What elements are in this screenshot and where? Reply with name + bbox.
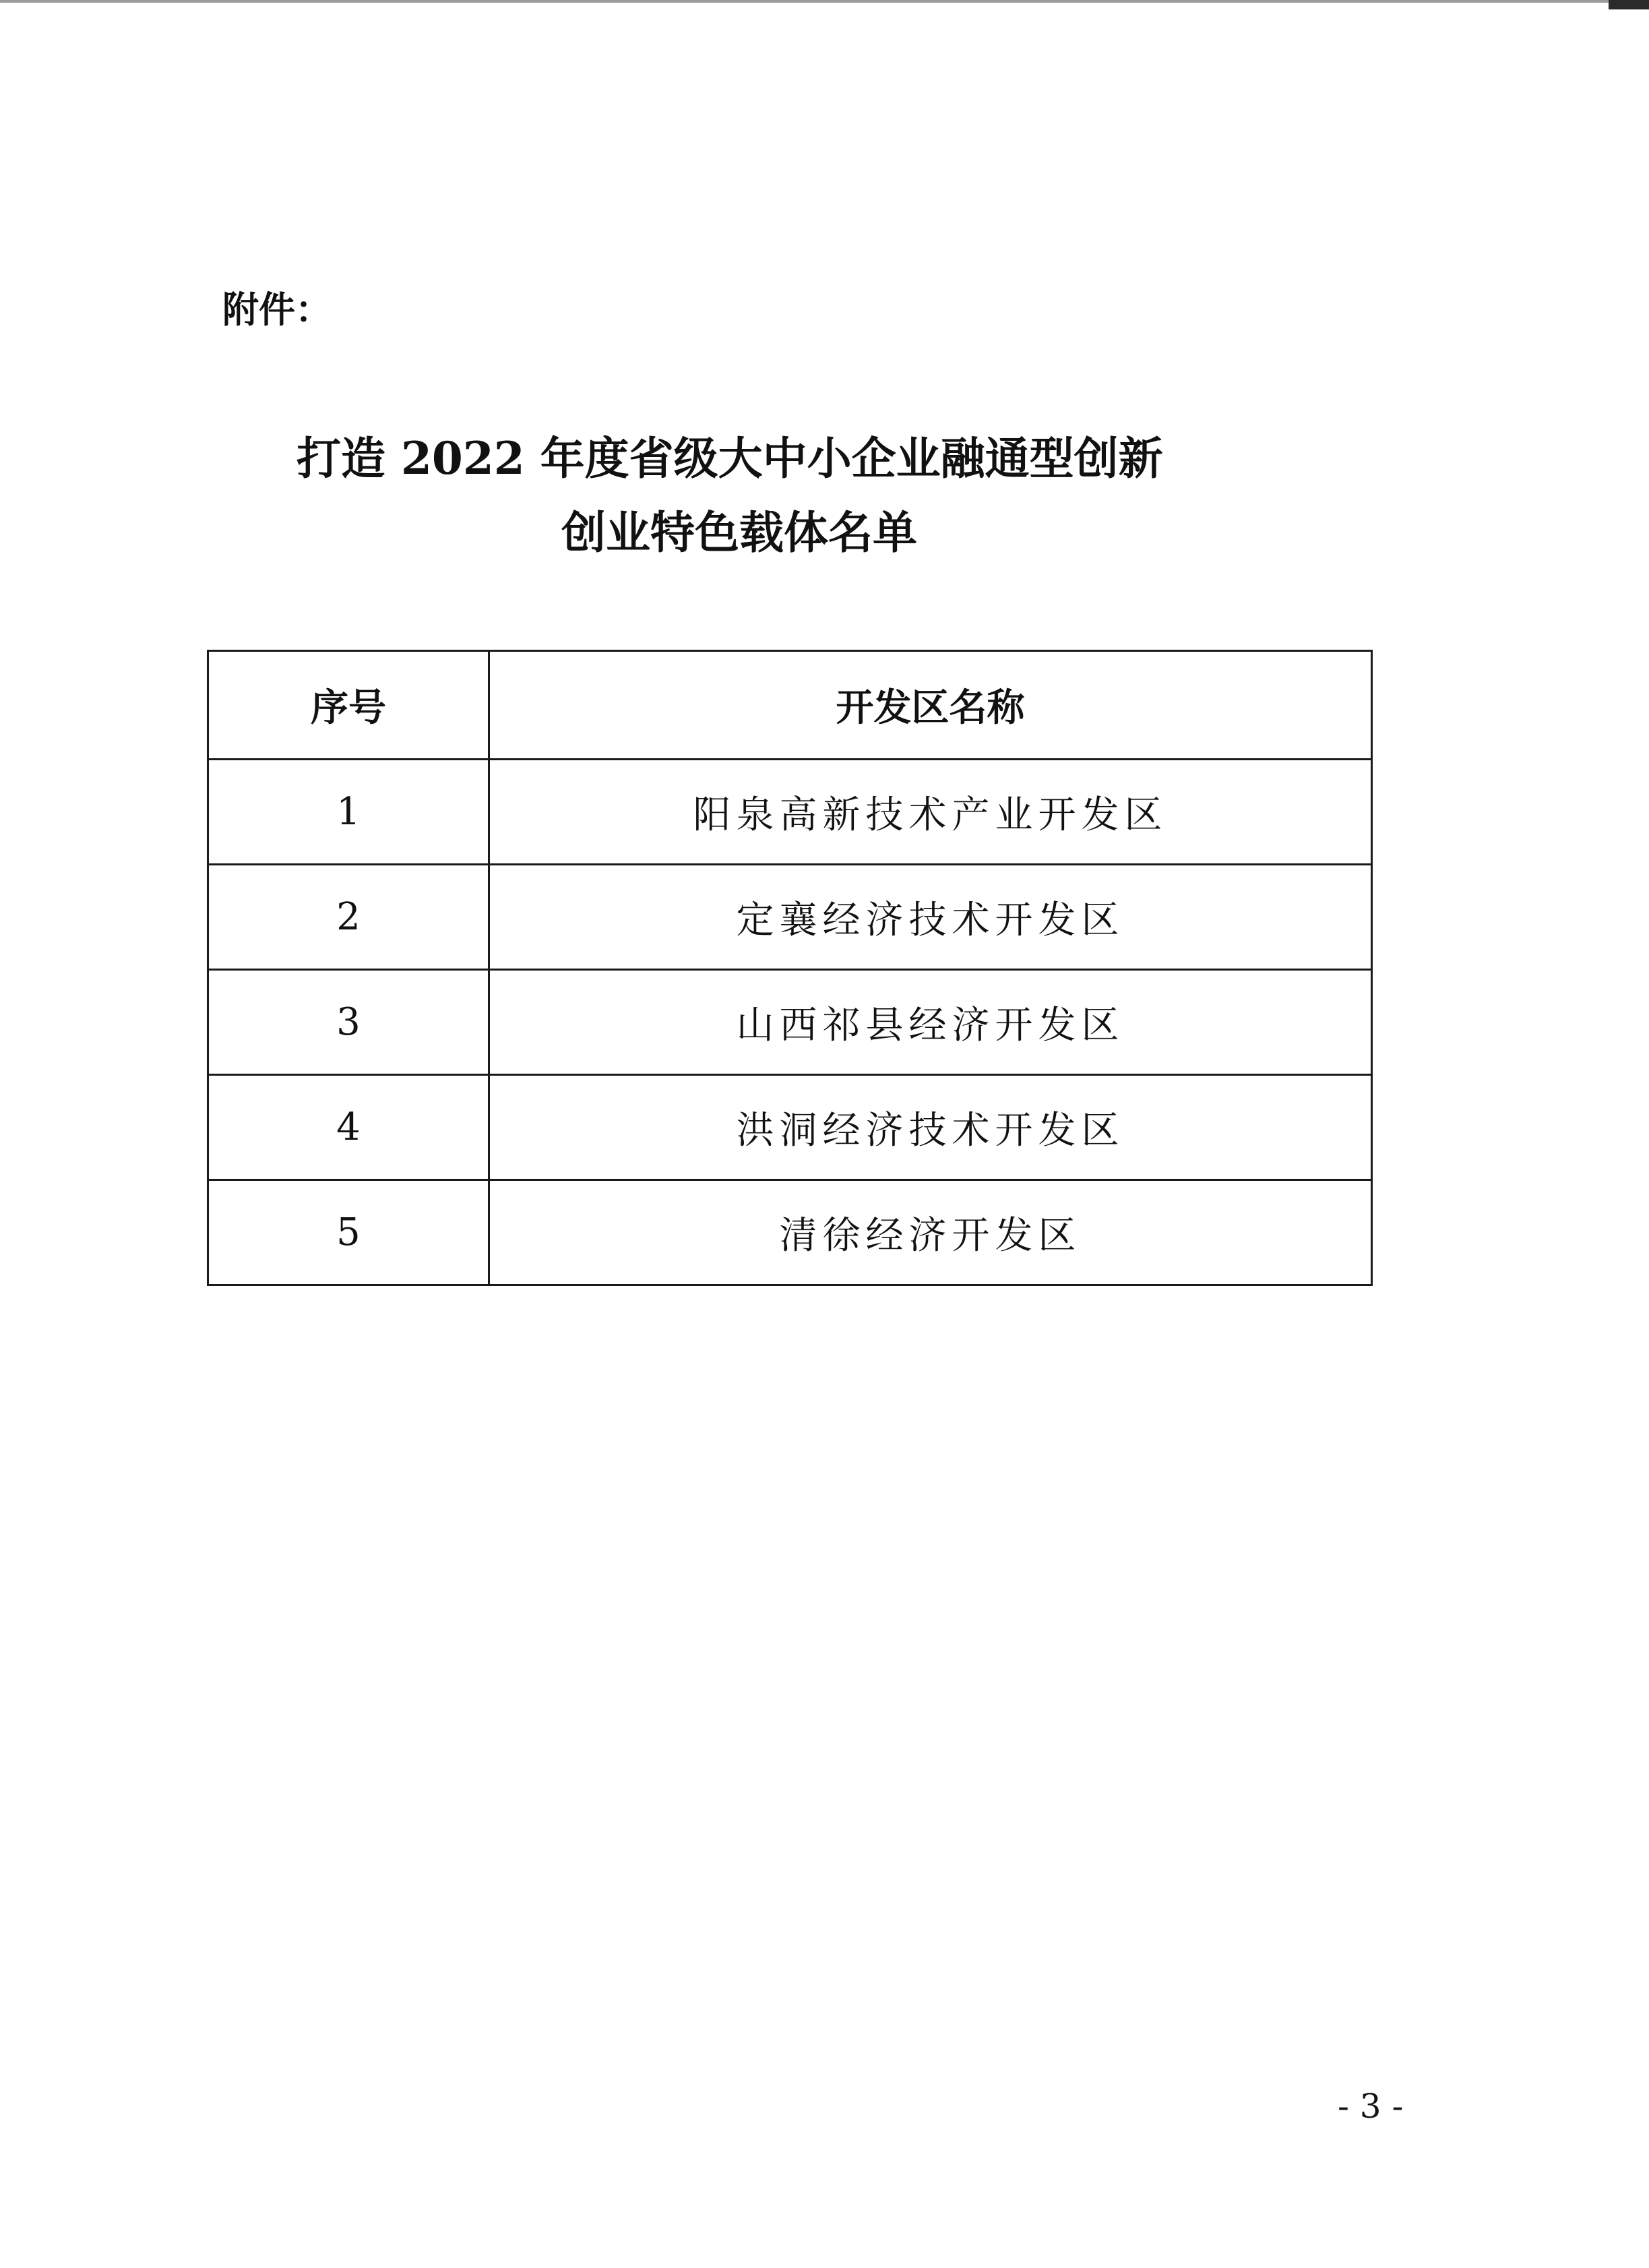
scan-corner-mark	[1609, 0, 1649, 9]
row-index: 4	[208, 1075, 489, 1180]
table-header-row	[208, 651, 1372, 760]
header-index: 序号	[208, 651, 489, 760]
table-row	[208, 1075, 1372, 1180]
table-row	[208, 1180, 1372, 1285]
row-zone-name: 山西祁县经济开发区	[489, 970, 1372, 1075]
row-index: 3	[208, 970, 489, 1075]
title-line-1: 打造 2022 年度省级大中小企业融通型创新	[297, 432, 1163, 485]
header-zone-name: 开发区名称	[489, 651, 1372, 760]
row-zone-name: 定襄经济技术开发区	[489, 865, 1372, 970]
row-index: 5	[208, 1180, 489, 1285]
page-number: - 3 -	[1338, 2087, 1404, 2126]
carrier-list-table	[207, 650, 1373, 1286]
row-zone-name: 清徐经济开发区	[489, 1180, 1372, 1285]
table-row	[208, 970, 1372, 1075]
row-index: 2	[208, 865, 489, 970]
row-index: 1	[208, 760, 489, 865]
attachment-label: 附件：	[222, 288, 332, 331]
table-row	[208, 760, 1372, 865]
document-title	[297, 421, 1307, 570]
row-zone-name: 洪洞经济技术开发区	[489, 1075, 1372, 1180]
scan-top-edge	[0, 0, 1649, 3]
row-zone-name: 阳泉高新技术产业开发区	[489, 760, 1372, 865]
table-row	[208, 865, 1372, 970]
title-line-2: 创业特色载体名单	[561, 506, 917, 559]
